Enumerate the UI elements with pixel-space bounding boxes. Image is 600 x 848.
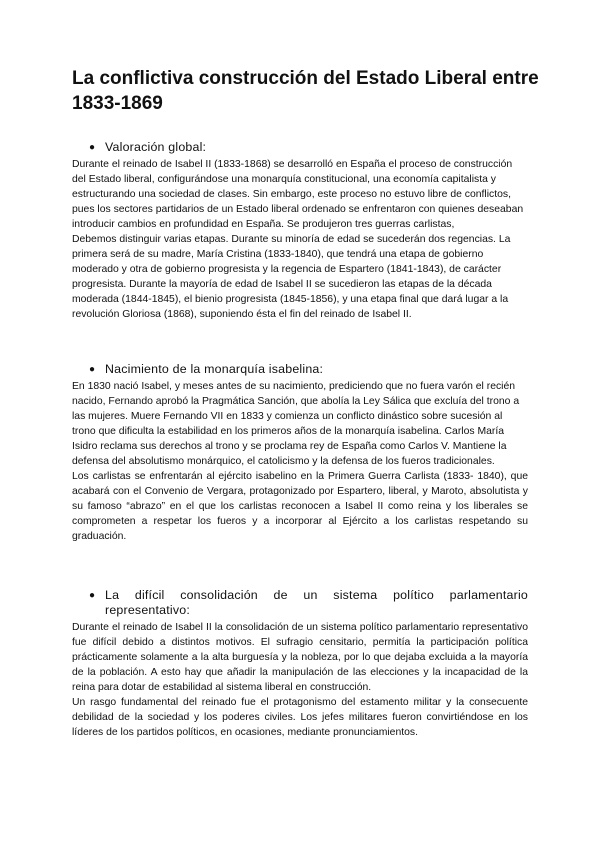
bullet-icon: ●: [89, 142, 96, 153]
bullet-icon: ●: [89, 590, 96, 601]
paragraph: Durante el reinado de Isabel II la consolidación de un sistema político parlamentario representativo fue difícil debido a distintos motivos. El sufragio censitario, permitía la participación política prácticamente solamente a la alta burguesía y la nobleza, por lo que dejaba excluida a la mayoría de la población. A esto hay que añadir la manipulación de las elecciones y la incapacidad de la reina para dotar de estabilidad al sistema liberal en construcción.: [72, 622, 528, 693]
section-heading: [72, 362, 528, 377]
page-title: La conflictiva construcción del Estado Liberal entre 1833-1869: [72, 68, 539, 114]
paragraph: Debemos distinguir varias etapas. Durante su minoría de edad se sucederán dos regencias. La primera será de su madre, María Cristina (1833-1840), que tendrá una etapa de gobierno moderado y otra de gobierno progresista y la regencia de Espartero (1841-1843), de carácter progresista. Durante la mayoría de edad de Isabel II se sucedieron las etapas de la década moderada (1844-1845), el bienio progresista (1845-1856), y una etapa final que dará lugar a la revolución Gloriosa (1868), suponiendo ésta el fin del reinado de Isabel II.: [72, 234, 511, 320]
section-heading: [72, 140, 528, 155]
paragraph: Un rasgo fundamental del reinado fue el protagonismo del estamento militar y la consecuente debilidad de la sociedad y los poderes civiles. Los jefes militares fueron convirtiéndose en los líderes de los partidos políticos, en ocasiones, mediante pronunciamientos.: [72, 697, 528, 738]
bullet-icon: ●: [89, 364, 96, 375]
paragraph: En 1830 nació Isabel, y meses antes de su nacimiento, prediciendo que no fuera varón el recién nacido, Fernando aprobó la Pragmática Sanción, que abolía la Ley Sálica que excluía del trono a las mujeres. Muere Fernando VII en 1833 y comienza un conflicto dinástico sobre sucesión al trono que dificulta la estabilidad en los primeros años de la monarquía isabelina. Carlos María Isidro reclama sus derechos al trono y se proclama rey de España como Carlos V. Mantiene la defensa del absolutismo monárquico, el catolicismo y la defensa de los fueros tradicionales.: [72, 381, 520, 467]
section-heading-text: La difícil consolidación de un sistema político parlamentario representativo:: [105, 588, 528, 617]
paragraph: Durante el reinado de Isabel II (1833-1868) se desarrolló en España el proceso de construcción del Estado liberal, configurándose una monarquía constitucional, una economía capitalista y estructurando una sociedad de clases. Sin embargo, este proceso no estuvo libre de conflictos, pues los sectores partidarios de un Estado liberal ordenado se enfrentaron con quienes deseaban introducir cambios en profundidad en España. Se produjeron tres guerras carlistas,: [72, 159, 524, 230]
section-heading-text: Valoración global:: [105, 140, 207, 154]
section-valoracion-global: [72, 140, 528, 322]
paragraph: Los carlistas se enfrentarán al ejército isabelino en la Primera Guerra Carlista (1833- 1840), que acabará con el Convenio de Vergara, protagonizado por Espartero, liberal, y Maroto, absolutista y su famoso “abrazo” en el que los carlistas reconocen a Isabel II como reina y los liberales se comprometen a respetar los fueros y a incorporar al Ejército a los carlistas respetando su graduación.: [72, 471, 528, 542]
section-heading: [72, 588, 528, 618]
section-sistema-politico: [72, 588, 528, 740]
section-nacimiento-monarquia: [72, 362, 528, 544]
section-heading-text: Nacimiento de la monarquía isabelina:: [105, 362, 324, 376]
